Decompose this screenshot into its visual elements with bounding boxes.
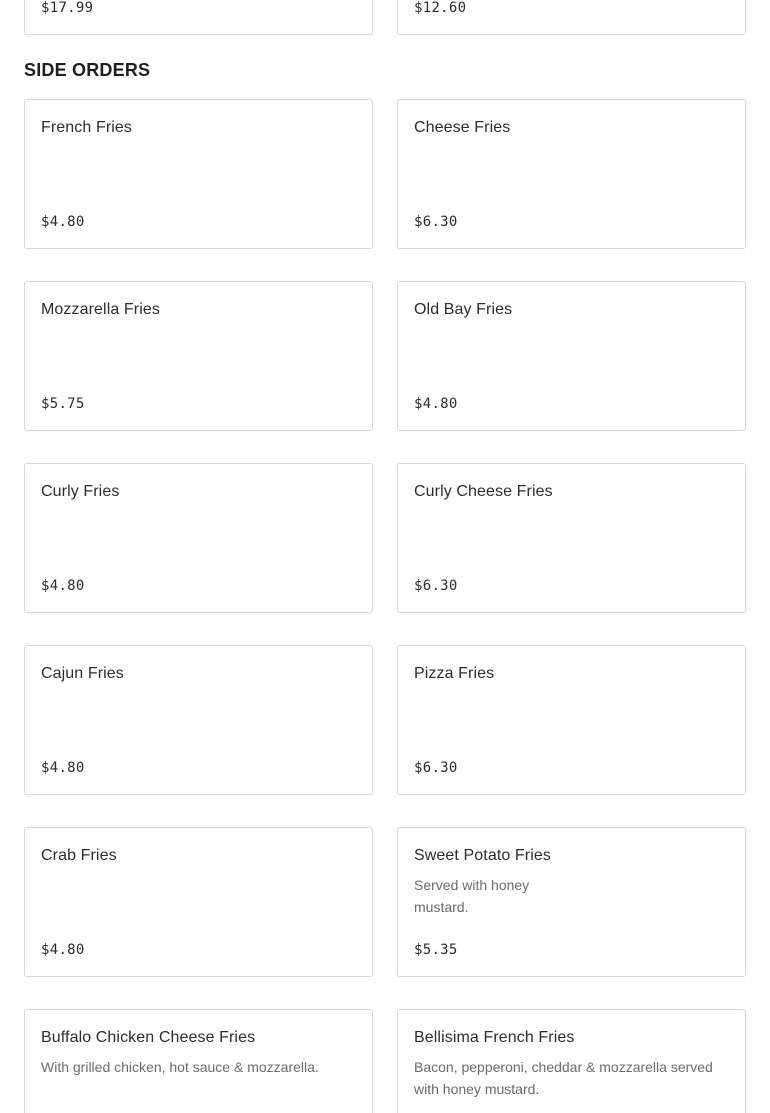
menu-item-card[interactable] — [24, 281, 373, 431]
item-description: Bacon, pepperoni, cheddar & mozzarella served with honey mustard. — [414, 1059, 713, 1097]
menu-item-card[interactable] — [24, 463, 373, 613]
menu-item-card[interactable] — [24, 99, 373, 249]
menu-item-card[interactable] — [397, 99, 746, 249]
menu-item-card[interactable] — [397, 827, 746, 977]
item-price: $6.30 — [414, 578, 458, 594]
item-name: Curly Fries — [41, 483, 120, 500]
item-name: Old Bay Fries — [414, 301, 513, 318]
section-title: SIDE ORDERS — [24, 60, 151, 80]
item-name: Sweet Potato Fries — [414, 847, 551, 864]
menu-item-card[interactable] — [397, 1009, 746, 1113]
item-price: $5.35 — [414, 942, 458, 958]
item-price: $5.75 — [41, 396, 85, 412]
menu-item-card[interactable] — [24, 0, 373, 35]
menu-item-card[interactable] — [24, 645, 373, 795]
item-name: Bellisima French Fries — [414, 1029, 575, 1046]
item-name: Cheese Fries — [414, 119, 511, 136]
item-description: Served with honey mustard. — [414, 877, 530, 915]
item-name: Curly Cheese Fries — [414, 483, 553, 500]
menu-item-card[interactable] — [24, 1009, 373, 1113]
item-price: $4.80 — [41, 214, 85, 230]
item-price: $6.30 — [414, 214, 458, 230]
menu-item-card[interactable] — [24, 827, 373, 977]
item-name: Pizza Fries — [414, 665, 495, 682]
item-description: With grilled chicken, hot sauce & mozzarella. — [41, 1059, 319, 1075]
item-price: $4.80 — [41, 578, 85, 594]
item-price: $4.80 — [41, 760, 85, 776]
item-name: French Fries — [41, 119, 132, 136]
item-price: $4.80 — [414, 396, 458, 412]
item-price: $17.99 — [41, 0, 94, 16]
item-price: $6.30 — [414, 760, 458, 776]
item-name: Buffalo Chicken Cheese Fries — [41, 1029, 256, 1046]
item-price: $12.60 — [414, 0, 467, 16]
item-price: $4.80 — [41, 942, 85, 958]
item-name: Mozzarella Fries — [41, 301, 160, 318]
menu-item-card[interactable] — [397, 645, 746, 795]
menu-item-card[interactable] — [397, 463, 746, 613]
menu-item-card[interactable] — [397, 281, 746, 431]
item-name: Cajun Fries — [41, 665, 124, 682]
item-name: Crab Fries — [41, 847, 117, 864]
menu-item-card[interactable] — [397, 0, 746, 35]
